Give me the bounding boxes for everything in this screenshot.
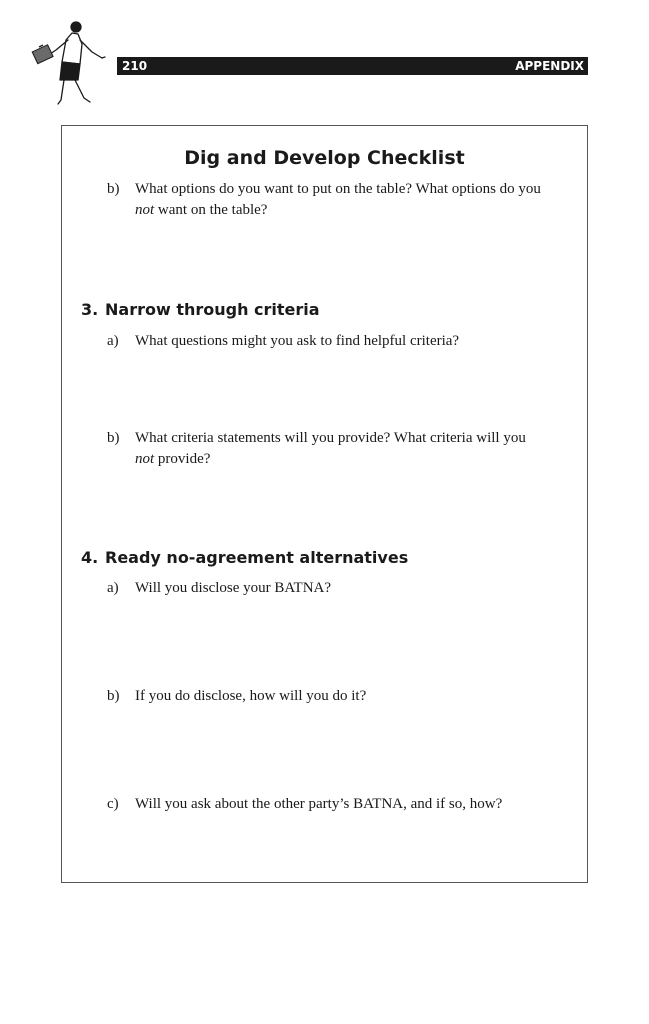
page-number: 210 [122, 59, 148, 73]
question-criteria-a [107, 331, 572, 352]
question-batna-b [107, 686, 572, 707]
question-label: b) [107, 688, 120, 704]
section-title: Narrow through criteria [105, 300, 320, 319]
checklist-box [61, 125, 588, 883]
checklist-title: Dig and Develop Checklist [184, 147, 465, 169]
question-text: What options do you want to put on the table? What options do you [135, 181, 541, 197]
emphasis-text: not [135, 202, 155, 218]
question-label: b) [107, 181, 120, 197]
question-options-b [107, 179, 572, 221]
question-text: want on the table? [154, 202, 268, 218]
question-text: What questions might you ask to find helpful criteria? [135, 333, 460, 349]
section-title: Ready no-agreement alternatives [105, 548, 409, 567]
section-number: 3. [81, 300, 99, 319]
emphasis-text: not [135, 451, 155, 467]
section-label: APPENDIX [515, 59, 584, 73]
question-text: What criteria statements will you provide? What criteria will you [135, 430, 526, 446]
question-text: If you do disclose, how will you do it? [135, 688, 367, 704]
question-batna-a [107, 578, 572, 599]
question-label: a) [107, 580, 119, 596]
question-label: c) [107, 796, 119, 812]
question-text: Will you ask about the other party’s BATNA, and if so, how? [135, 796, 503, 812]
page-header-bar [117, 57, 588, 75]
section-heading-3 [81, 300, 320, 319]
question-label: a) [107, 333, 119, 349]
section-number: 4. [81, 548, 99, 567]
question-criteria-b [107, 428, 572, 470]
section-heading-4 [81, 548, 408, 567]
question-text: Will you disclose your BATNA? [135, 580, 332, 596]
question-label: b) [107, 430, 120, 446]
briefcase-icon [32, 45, 53, 64]
question-batna-c [107, 794, 572, 815]
question-text: provide? [154, 451, 211, 467]
businesswoman-illustration [28, 18, 110, 110]
